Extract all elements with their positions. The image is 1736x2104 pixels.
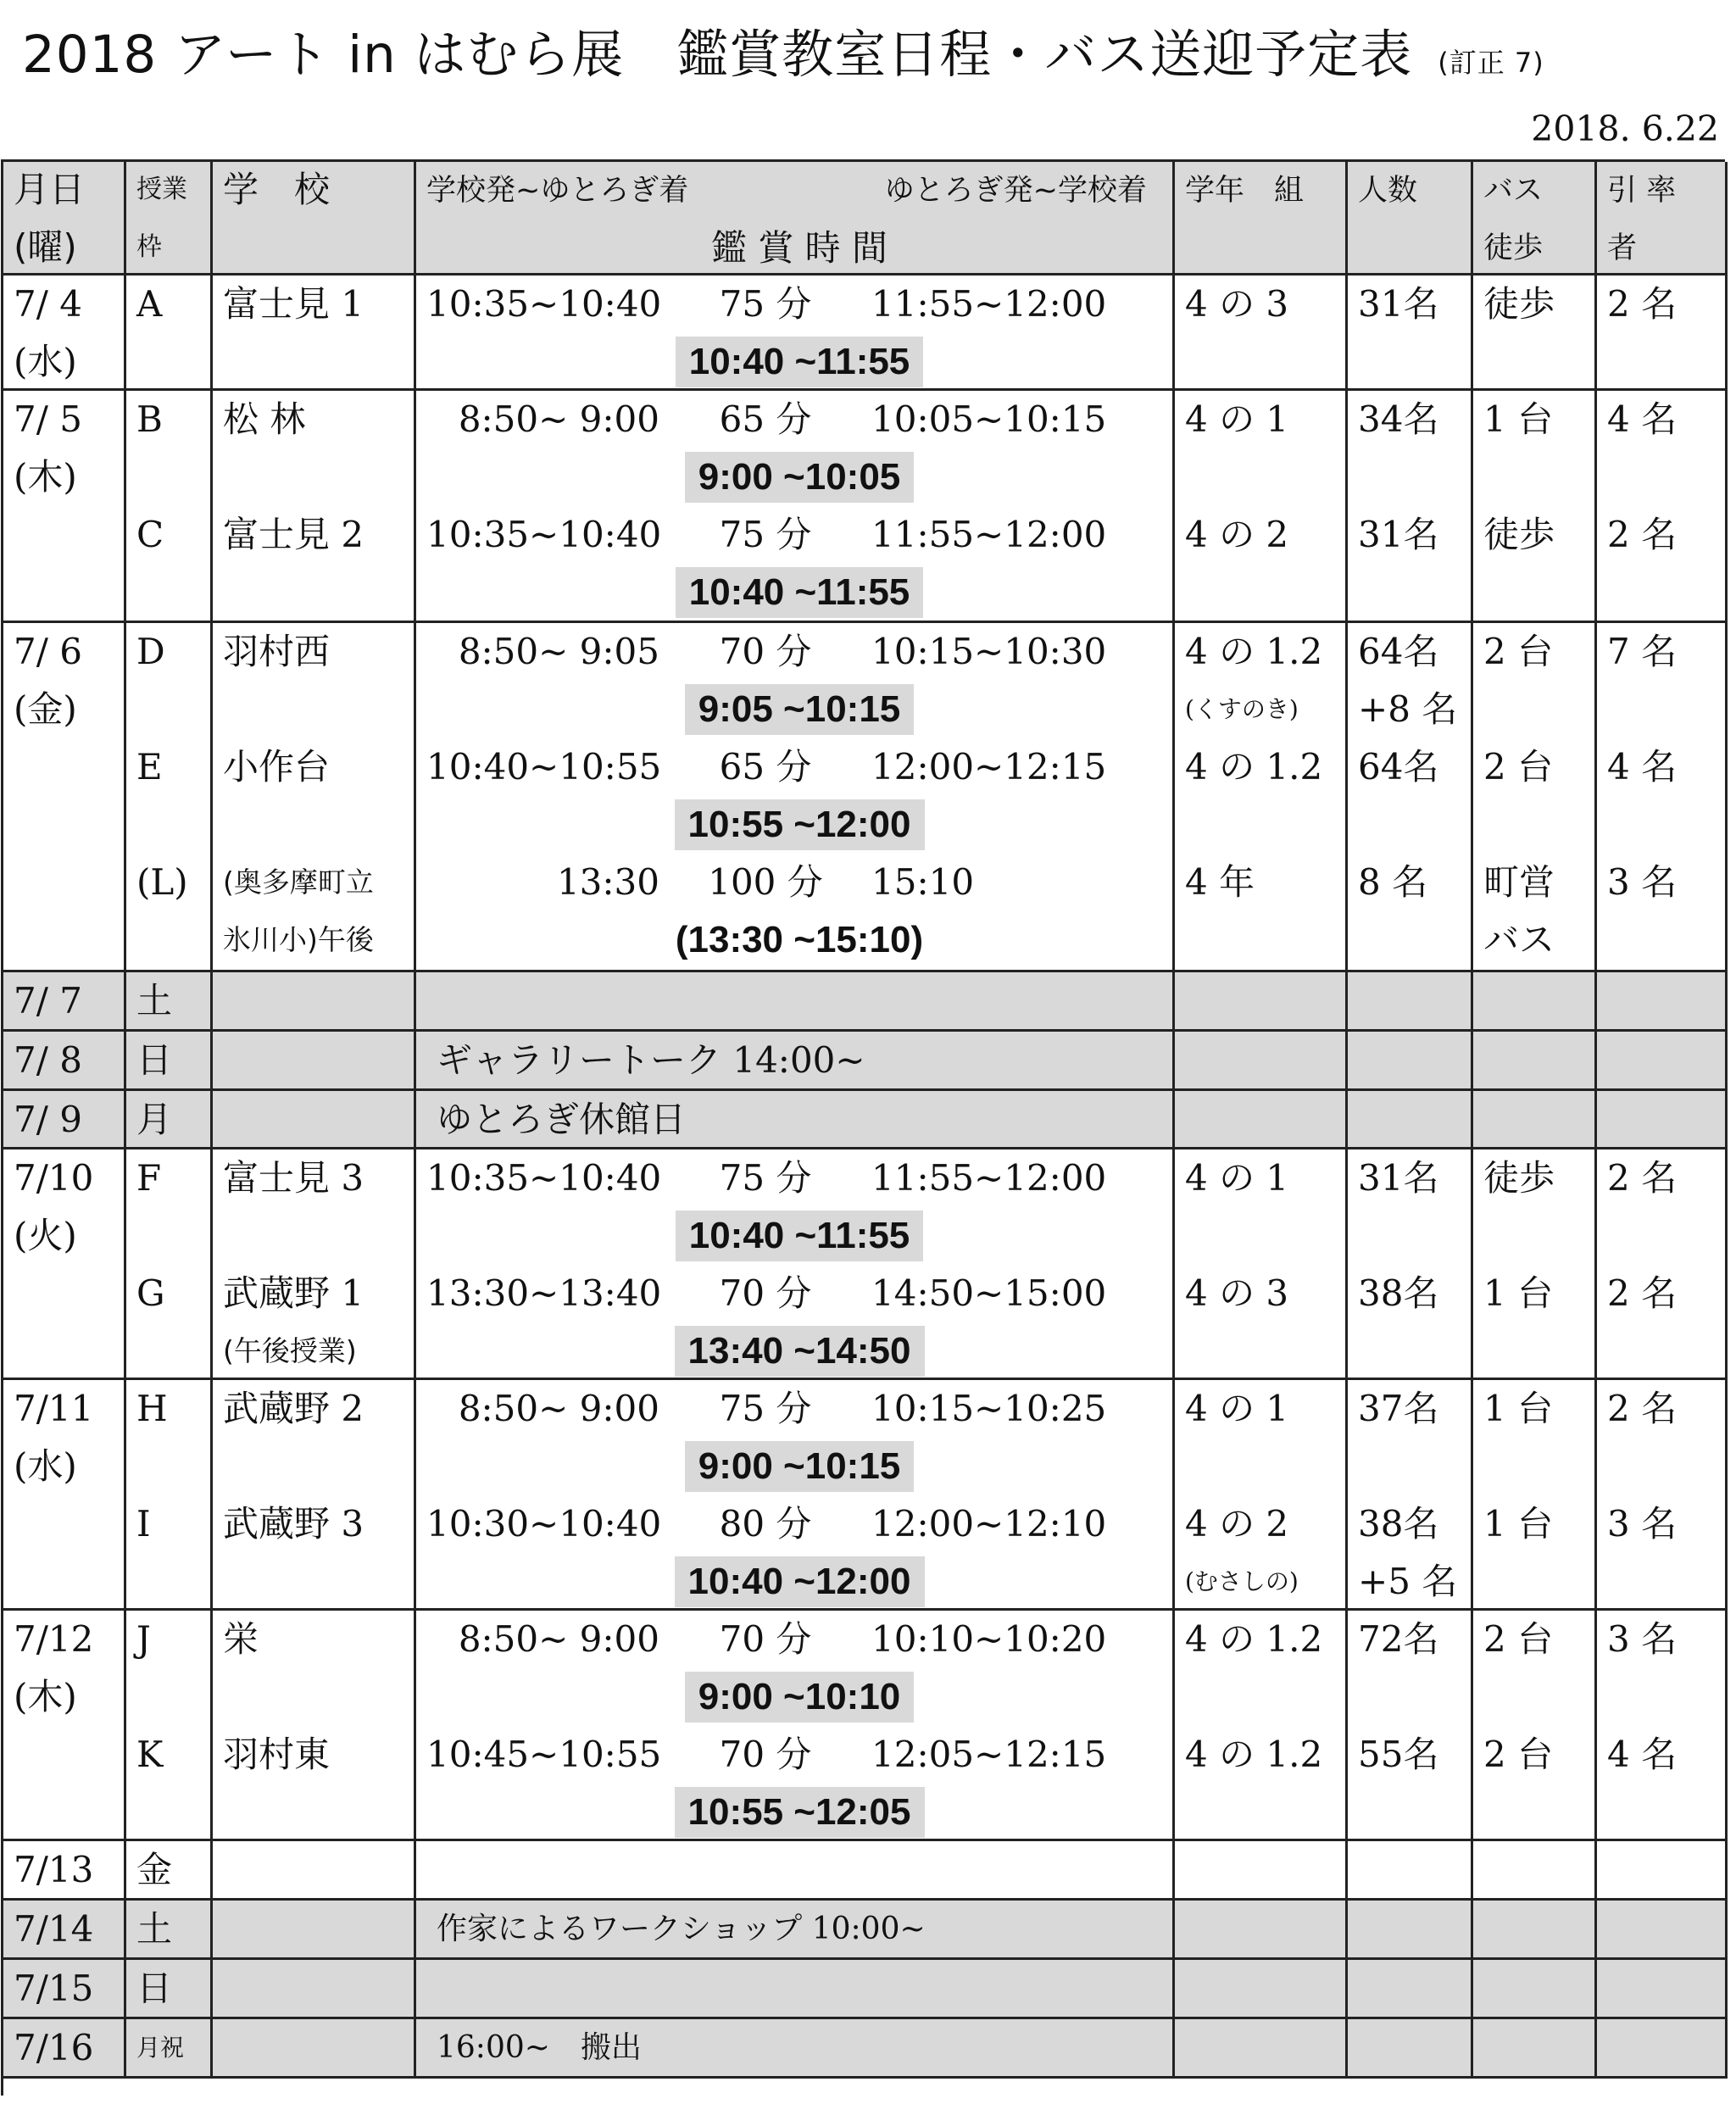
school-name: 武蔵野 3 <box>223 1503 364 1545</box>
empty-cell <box>1175 1032 1348 1091</box>
event-cell <box>416 1032 1175 1091</box>
empty-cell <box>1348 1091 1473 1149</box>
school-name-line2: 氷川小)午後 <box>223 923 374 956</box>
empty-cell <box>213 1901 416 1960</box>
bus-value: 徒歩 <box>1483 283 1555 325</box>
empty-cell <box>1348 1901 1473 1960</box>
return-time: 12:00~12:15 <box>871 746 1107 788</box>
bus-value: 1 台 <box>1483 1503 1554 1545</box>
date-cell <box>3 1380 126 1611</box>
grade-value: 4 の 1.2 <box>1185 746 1323 788</box>
event-text: 16:00~ 搬出 <box>437 2030 642 2065</box>
slot-cell <box>126 1380 213 1611</box>
leaders-cell <box>1597 276 1728 391</box>
viewing-time: (13:30 ~15:10) <box>675 919 924 960</box>
title-text: 2018 アート in はむら展 鑑賞教室日程・バス送迎予定表 <box>22 25 1413 85</box>
slot-cell <box>126 1149 213 1380</box>
date-value: 7/15 <box>14 1968 94 2009</box>
date-value: 7/ 8 <box>14 1039 82 1081</box>
empty-cell <box>1348 1032 1473 1091</box>
header-school-label: 学 校 <box>223 169 331 210</box>
grade-cell <box>1175 1380 1348 1611</box>
empty-cell <box>1348 2019 1473 2079</box>
slot-cell <box>126 1841 213 1901</box>
day-of-week: (水) <box>14 341 77 382</box>
header-slot-l1: 授業 <box>136 175 187 204</box>
count-cell <box>1348 1380 1473 1611</box>
date-cell <box>3 1841 126 1901</box>
day-of-week: (火) <box>14 1215 77 1256</box>
event-cell <box>416 1091 1175 1149</box>
header-leaders <box>1597 162 1728 276</box>
grade-cell <box>1175 276 1348 391</box>
count-value: 64名 <box>1358 631 1439 672</box>
leaders-value: 3 名 <box>1607 1618 1678 1660</box>
depart-time: 8:50~ 9:00 <box>458 1618 659 1660</box>
return-time: 10:05~10:15 <box>871 398 1107 440</box>
empty-cell <box>213 1841 416 1901</box>
slot-cell <box>126 1960 213 2019</box>
grade-value: 4 の 1 <box>1185 1388 1289 1429</box>
return-time: 14:50~15:00 <box>871 1272 1107 1314</box>
school-cell <box>213 1149 416 1380</box>
bus-cell <box>1473 1380 1597 1611</box>
duration: 80 分 <box>719 1503 812 1545</box>
school-name: 富士見 2 <box>223 514 364 555</box>
count-value: 64名 <box>1358 746 1439 788</box>
return-time: 11:55~12:00 <box>871 1157 1107 1199</box>
bus-value: 2 台 <box>1483 1618 1554 1660</box>
times-cell <box>416 391 1175 623</box>
header-school <box>213 162 416 276</box>
header-lead-l1: 引 率 <box>1607 174 1677 208</box>
slot-cell <box>126 623 213 972</box>
leaders-value: 2 名 <box>1607 283 1678 325</box>
count-value: 31名 <box>1358 514 1439 555</box>
slot-label: C <box>136 514 164 555</box>
school-name: 栄 <box>223 1618 259 1660</box>
bus-value-line2: バス <box>1483 919 1555 960</box>
depart-time: 10:35~10:40 <box>426 283 662 325</box>
bus-value: 1 台 <box>1483 398 1554 440</box>
bus-value: 2 台 <box>1483 746 1554 788</box>
date-value: 7/14 <box>14 1908 94 1950</box>
day-of-week: 月祝 <box>136 2034 185 2062</box>
bus-cell <box>1473 276 1597 391</box>
count-cell <box>1348 1149 1473 1380</box>
count-value: 38名 <box>1358 1503 1439 1545</box>
grade-value: 4 の 1.2 <box>1185 631 1323 672</box>
viewing-time: 10:55 ~12:05 <box>675 1787 925 1838</box>
header-bus-l2: 徒歩 <box>1483 231 1544 265</box>
times-cell <box>416 276 1175 391</box>
count-value: 72名 <box>1358 1618 1439 1660</box>
grade-value: 4 の 2 <box>1185 1503 1289 1545</box>
issue-date: 2018. 6.22 <box>1531 109 1719 149</box>
viewing-time: 9:00 ~10:10 <box>685 1672 915 1723</box>
date-cell <box>3 1149 126 1380</box>
header-bus <box>1473 162 1597 276</box>
empty-cell <box>1175 1901 1348 1960</box>
grade-cell <box>1175 391 1348 623</box>
slot-label: J <box>136 1618 151 1660</box>
date-value: 7/13 <box>14 1849 94 1890</box>
return-time: 10:15~10:30 <box>871 631 1107 672</box>
day-of-week: 日 <box>136 1968 173 2009</box>
date-value: 7/12 <box>14 1618 94 1660</box>
empty-cell <box>1473 1841 1597 1901</box>
grade-cell <box>1175 1149 1348 1380</box>
day-of-week: 日 <box>136 1039 173 1081</box>
empty-cell <box>213 972 416 1032</box>
empty-cell <box>1348 1960 1473 2019</box>
empty-cell <box>1597 1960 1728 2019</box>
day-of-week: (木) <box>14 456 77 498</box>
depart-time: 10:30~10:40 <box>426 1503 662 1545</box>
slot-cell <box>126 391 213 623</box>
times-cell <box>416 1611 1175 1841</box>
count-cell <box>1348 276 1473 391</box>
return-time: 11:55~12:00 <box>871 283 1107 325</box>
return-time: 15:10 <box>871 861 975 903</box>
count-value: 55名 <box>1358 1734 1439 1775</box>
slot-cell <box>126 972 213 1032</box>
grade-value: 4 の 1.2 <box>1185 1618 1323 1660</box>
event-text: 作家によるワークショップ 10:00~ <box>437 1912 926 1946</box>
bus-value: 1 台 <box>1483 1388 1554 1429</box>
slot-label: A <box>136 283 163 325</box>
date-value: 7/ 6 <box>14 631 82 672</box>
leaders-value: 3 名 <box>1607 861 1678 903</box>
date-cell <box>3 391 126 623</box>
leaders-cell <box>1597 391 1728 623</box>
duration: 75 分 <box>719 283 812 325</box>
depart-time: 13:30 <box>556 861 659 903</box>
event-text: ギャラリートーク 14:00~ <box>437 1039 865 1081</box>
header-count <box>1348 162 1473 276</box>
bus-value: 2 台 <box>1483 631 1554 672</box>
leaders-cell <box>1597 1380 1728 1611</box>
empty-cell <box>1597 972 1728 1032</box>
header-grade-label: 学年 組 <box>1185 174 1305 208</box>
empty-cell <box>1597 1901 1728 1960</box>
date-value: 7/ 9 <box>14 1099 82 1140</box>
count-value: 34名 <box>1358 398 1439 440</box>
leaders-value: 2 名 <box>1607 1388 1678 1429</box>
header-lead-l2: 者 <box>1607 231 1638 265</box>
grade-cell <box>1175 1611 1348 1841</box>
grade-note: (くすのき) <box>1185 695 1299 723</box>
leaders-value: 2 名 <box>1607 514 1678 555</box>
leaders-cell <box>1597 1149 1728 1380</box>
depart-time: 8:50~ 9:00 <box>458 1388 659 1429</box>
times-cell <box>416 1380 1175 1611</box>
grade-value: 4 の 3 <box>1185 283 1289 325</box>
depart-time: 8:50~ 9:05 <box>458 631 659 672</box>
date-value: 7/16 <box>14 2027 94 2068</box>
header-viewing: 鑑 賞 時 間 <box>710 227 888 269</box>
viewing-time: 10:40 ~11:55 <box>676 1211 924 1261</box>
school-name-line2: (午後授業) <box>223 1334 357 1367</box>
bus-cell <box>1473 1611 1597 1841</box>
bus-value: 徒歩 <box>1483 514 1555 555</box>
slot-label: K <box>136 1734 164 1775</box>
header-return: ゆとろぎ発~学校着 <box>884 174 1147 208</box>
viewing-time: 10:40 ~11:55 <box>676 567 924 618</box>
school-name: 富士見 3 <box>223 1157 364 1199</box>
date-cell <box>3 972 126 1032</box>
slot-label: (L) <box>136 861 188 903</box>
leaders-value: 3 名 <box>1607 1503 1678 1545</box>
header-date <box>3 162 126 276</box>
empty-cell <box>1175 1841 1348 1901</box>
slot-label: H <box>136 1388 168 1429</box>
school-cell <box>213 623 416 972</box>
empty-cell <box>1597 1091 1728 1149</box>
viewing-time: 10:55 ~12:00 <box>675 799 925 850</box>
grade-value: 4 年 <box>1185 861 1255 903</box>
slot-label: G <box>136 1272 165 1314</box>
bus-value: 2 台 <box>1483 1734 1554 1775</box>
bus-value: 町営 <box>1483 861 1555 903</box>
grade-value: 4 の 1 <box>1185 398 1289 440</box>
grade-value: 4 の 1 <box>1185 1157 1289 1199</box>
viewing-time: 9:00 ~10:05 <box>685 452 915 503</box>
viewing-time: 9:00 ~10:15 <box>685 1441 915 1492</box>
slot-cell <box>126 1032 213 1091</box>
count-cell <box>1348 1611 1473 1841</box>
duration: 70 分 <box>719 1272 812 1314</box>
date-value: 7/10 <box>14 1157 94 1199</box>
date-value: 7/ 5 <box>14 398 82 440</box>
leaders-value: 2 名 <box>1607 1272 1678 1314</box>
depart-time: 13:30~13:40 <box>426 1272 662 1314</box>
empty-cell <box>1473 972 1597 1032</box>
day-of-week: 土 <box>136 1908 173 1950</box>
slot-label: D <box>136 631 165 672</box>
depart-time: 10:35~10:40 <box>426 514 662 555</box>
empty-cell <box>213 1032 416 1091</box>
event-cell <box>416 1901 1175 1960</box>
school-name: 武蔵野 2 <box>223 1388 364 1429</box>
viewing-time: 10:40 ~12:00 <box>675 1556 925 1607</box>
day-of-week: 金 <box>136 1849 173 1890</box>
empty-cell <box>213 1960 416 2019</box>
event-cell <box>416 1841 1175 1901</box>
viewing-time: 9:05 ~10:15 <box>685 684 915 735</box>
date-cell <box>3 1901 126 1960</box>
date-cell <box>3 276 126 391</box>
slot-label: B <box>136 398 163 440</box>
date-value: 7/ 7 <box>14 980 82 1021</box>
school-name: 松 林 <box>223 398 306 440</box>
leaders-value: 2 名 <box>1607 1157 1678 1199</box>
school-cell <box>213 276 416 391</box>
grade-value: 4 の 3 <box>1185 1272 1289 1314</box>
date-cell <box>3 623 126 972</box>
bus-value: 1 台 <box>1483 1272 1554 1314</box>
duration: 75 分 <box>719 514 812 555</box>
slot-cell <box>126 2019 213 2079</box>
duration: 100 分 <box>708 861 823 903</box>
leaders-value: 4 名 <box>1607 398 1678 440</box>
day-of-week: (木) <box>14 1676 77 1717</box>
school-name: 羽村東 <box>223 1734 331 1775</box>
slot-cell <box>126 1901 213 1960</box>
leaders-value: 4 名 <box>1607 746 1678 788</box>
viewing-time: 13:40 ~14:50 <box>675 1326 925 1377</box>
grade-value: 4 の 1.2 <box>1185 1734 1323 1775</box>
header-bus-l1: バス <box>1483 174 1544 208</box>
date-cell <box>3 1960 126 2019</box>
event-cell <box>416 1960 1175 2019</box>
slot-cell <box>126 1091 213 1149</box>
count-value: 31名 <box>1358 283 1439 325</box>
empty-cell <box>213 1091 416 1149</box>
event-cell <box>416 972 1175 1032</box>
slot-label: I <box>136 1503 151 1545</box>
count-value: 38名 <box>1358 1272 1439 1314</box>
school-name: 武蔵野 1 <box>223 1272 364 1314</box>
duration: 70 分 <box>719 1618 812 1660</box>
page-title <box>22 14 1544 87</box>
count-note: +8 名 <box>1358 688 1458 730</box>
empty-cell <box>1348 1841 1473 1901</box>
return-time: 10:10~10:20 <box>871 1618 1107 1660</box>
slot-cell <box>126 276 213 391</box>
depart-time: 10:45~10:55 <box>426 1734 662 1775</box>
bus-cell <box>1473 623 1597 972</box>
return-time: 12:00~12:10 <box>871 1503 1107 1545</box>
return-time: 12:05~12:15 <box>871 1734 1107 1775</box>
duration: 70 分 <box>719 631 812 672</box>
grade-value: 4 の 2 <box>1185 514 1289 555</box>
day-of-week: 土 <box>136 980 173 1021</box>
header-slot-l2: 枠 <box>136 232 162 262</box>
revision-note: (訂正 7) <box>1438 47 1544 79</box>
grade-cell <box>1175 623 1348 972</box>
viewing-time: 10:40 ~11:55 <box>676 337 924 387</box>
header-grade <box>1175 162 1348 276</box>
school-name: (奥多摩町立 <box>223 866 374 899</box>
empty-cell <box>1175 972 1348 1032</box>
duration: 65 分 <box>719 746 812 788</box>
duration: 75 分 <box>719 1388 812 1429</box>
count-cell <box>1348 391 1473 623</box>
count-value: 8 名 <box>1358 861 1428 903</box>
header-depart: 学校発~ゆとろぎ着 <box>426 174 689 208</box>
header-date-l2: (曜) <box>14 226 77 268</box>
day-of-week: (金) <box>14 688 77 730</box>
depart-time: 10:40~10:55 <box>426 746 662 788</box>
date-value: 7/ 4 <box>14 283 82 325</box>
leaders-value: 7 名 <box>1607 631 1678 672</box>
duration: 70 分 <box>719 1734 812 1775</box>
empty-cell <box>1175 1960 1348 2019</box>
header-count-label: 人数 <box>1358 174 1418 208</box>
grade-note: (むさしの) <box>1185 1567 1299 1595</box>
date-cell <box>3 1032 126 1091</box>
date-value: 7/11 <box>14 1388 94 1429</box>
school-cell <box>213 1380 416 1611</box>
school-cell <box>213 1611 416 1841</box>
bus-cell <box>1473 391 1597 623</box>
event-cell <box>416 2019 1175 2079</box>
count-value: 37名 <box>1358 1388 1439 1429</box>
event-text: ゆとろぎ休館日 <box>437 1099 687 1140</box>
duration: 75 分 <box>719 1157 812 1199</box>
times-cell <box>416 623 1175 972</box>
header-slot <box>126 162 213 276</box>
empty-cell <box>1473 2019 1597 2079</box>
school-name: 羽村西 <box>223 631 331 672</box>
empty-cell <box>213 2019 416 2079</box>
depart-time: 10:35~10:40 <box>426 1157 662 1199</box>
return-time: 11:55~12:00 <box>871 514 1107 555</box>
school-name: 富士見 1 <box>223 283 364 325</box>
day-of-week: (水) <box>14 1445 77 1487</box>
return-time: 10:15~10:25 <box>871 1388 1107 1429</box>
slot-label: E <box>136 746 163 788</box>
header-date-l1: 月日 <box>14 169 86 210</box>
bus-cell <box>1473 1149 1597 1380</box>
leaders-value: 4 名 <box>1607 1734 1678 1775</box>
count-cell <box>1348 623 1473 972</box>
empty-cell <box>1348 972 1473 1032</box>
date-cell <box>3 1611 126 1841</box>
empty-cell <box>1473 1960 1597 2019</box>
times-cell <box>416 1149 1175 1380</box>
day-of-week: 月 <box>136 1099 173 1140</box>
depart-time: 8:50~ 9:00 <box>458 398 659 440</box>
header-times <box>416 162 1175 276</box>
empty-cell <box>1597 1032 1728 1091</box>
date-cell <box>3 1091 126 1149</box>
empty-cell <box>1175 2019 1348 2079</box>
leaders-cell <box>1597 623 1728 972</box>
empty-cell <box>1473 1091 1597 1149</box>
school-cell <box>213 391 416 623</box>
date-cell <box>3 2019 126 2079</box>
bus-value: 徒歩 <box>1483 1157 1555 1199</box>
count-note: +5 名 <box>1358 1561 1458 1602</box>
count-value: 31名 <box>1358 1157 1439 1199</box>
schedule-table <box>1 159 1725 2096</box>
empty-cell <box>1175 1091 1348 1149</box>
empty-cell <box>1597 1841 1728 1901</box>
empty-cell <box>1473 1032 1597 1091</box>
empty-cell <box>1597 2019 1728 2079</box>
leaders-cell <box>1597 1611 1728 1841</box>
duration: 65 分 <box>719 398 812 440</box>
school-name: 小作台 <box>223 746 331 788</box>
slot-label: F <box>136 1157 162 1199</box>
empty-cell <box>1473 1901 1597 1960</box>
slot-cell <box>126 1611 213 1841</box>
